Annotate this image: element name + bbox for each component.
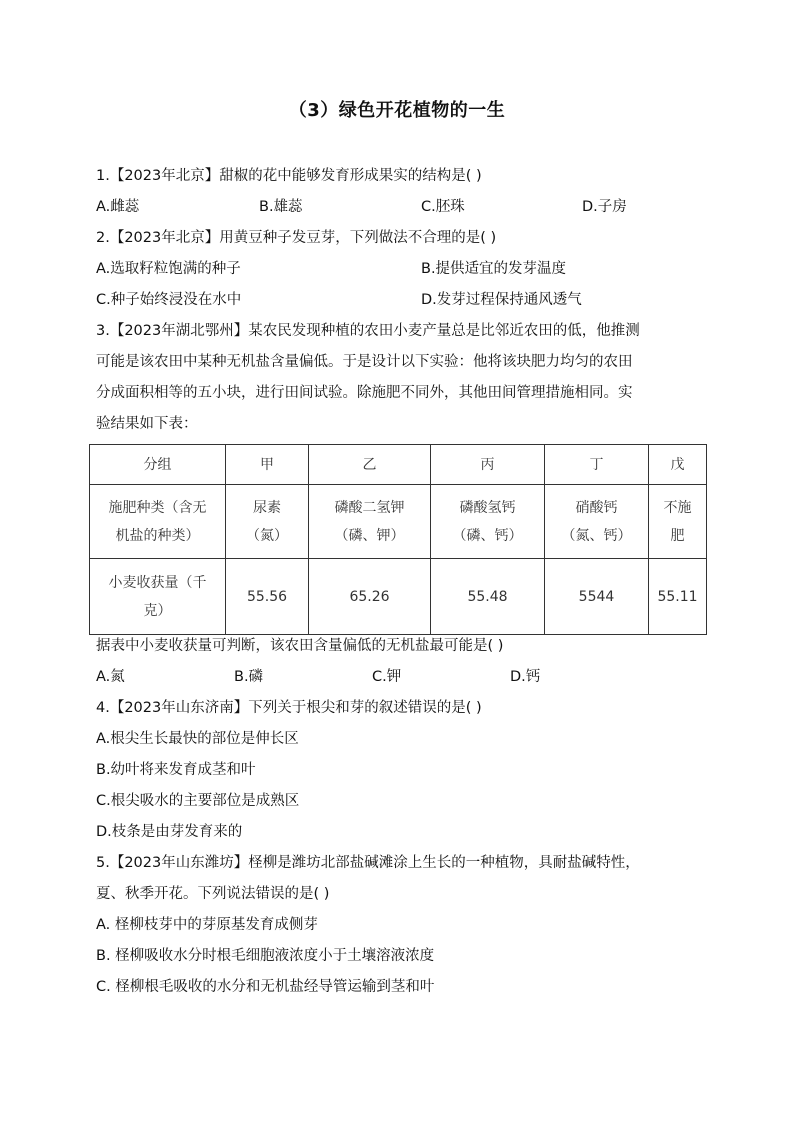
q4-option-c: C.根尖吸水的主要部位是成熟区 <box>96 793 300 809</box>
q1-option-c: C.胚珠 <box>421 199 465 215</box>
table-row-fertilizer <box>90 485 707 559</box>
q3-option-c: C.钾 <box>372 669 402 685</box>
q3-option-a: A.氮 <box>96 669 125 685</box>
question-3-stem-line-1: 3.【2023年湖北鄂州】某农民发现种植的农田小麦产量总是比邻近农田的低，他推测 <box>96 323 640 339</box>
table-row-label: 施肥种类（含无 机盐的种类） <box>90 485 226 559</box>
question-3-stem-line-3: 分成面积相等的五小块，进行田间试验。除施肥不同外，其他田间管理措施相同。实 <box>96 385 633 401</box>
table-header-cell: 分组 <box>90 445 226 485</box>
question-5-stem-line-2: 夏、秋季开花。下列说法错误的是( ) <box>96 886 330 902</box>
table-cell: 硝酸钙 （氮、钙） <box>545 485 649 559</box>
q1-option-d: D.子房 <box>582 199 627 215</box>
q2-option-a: A.选取籽粒饱满的种子 <box>96 261 241 277</box>
table-cell: 不施 肥 <box>649 485 707 559</box>
table-header-row <box>90 445 707 485</box>
q5-option-b: B. 柽柳吸收水分时根毛细胞液浓度小于土壤溶液浓度 <box>96 948 435 964</box>
table-cell: 55.56 <box>226 559 309 635</box>
question-5-stem-line-1: 5.【2023年山东潍坊】柽柳是潍坊北部盐碱滩涂上生长的一种植物，具耐盐碱特性， <box>96 855 640 871</box>
q4-option-b: B.幼叶将来发育成茎和叶 <box>96 762 256 778</box>
table-header-cell: 丙 <box>431 445 545 485</box>
q1-option-b: B.雄蕊 <box>259 199 303 215</box>
table-header-cell: 丁 <box>545 445 649 485</box>
q2-option-c: C.种子始终浸没在水中 <box>96 292 242 308</box>
table-header-cell: 戊 <box>649 445 707 485</box>
question-3-prompt: 据表中小麦收获量可判断，该农田含量偏低的无机盐最可能是( ) <box>96 638 504 654</box>
table-cell: 磷酸氢钙 （磷、钙） <box>431 485 545 559</box>
table-cell: 55.48 <box>431 559 545 635</box>
q5-option-a: A. 柽柳枝芽中的芽原基发育成侧芽 <box>96 917 318 933</box>
table-header-cell: 甲 <box>226 445 309 485</box>
table-cell: 尿素 （氮） <box>226 485 309 559</box>
q1-option-a: A.雌蕊 <box>96 199 140 215</box>
question-2-stem: 2.【2023年北京】用黄豆种子发豆芽，下列做法不合理的是( ) <box>96 230 497 246</box>
q4-option-d: D.枝条是由芽发育来的 <box>96 824 243 840</box>
table-header-cell: 乙 <box>309 445 431 485</box>
q4-option-a: A.根尖生长最快的部位是伸长区 <box>96 731 299 747</box>
table-cell: 磷酸二氢钾 （磷、钾） <box>309 485 431 559</box>
table-row-yield <box>90 559 707 635</box>
table-cell: 55.11 <box>649 559 707 635</box>
page-title: （3）绿色开花植物的一生 <box>288 100 506 121</box>
table-row-label: 小麦收获量（千 克） <box>90 559 226 635</box>
q3-option-d: D.钙 <box>510 669 541 685</box>
table-cell: 65.26 <box>309 559 431 635</box>
q3-option-b: B.磷 <box>234 669 264 685</box>
table-cell: 5544 <box>545 559 649 635</box>
experiment-results-table <box>89 444 707 635</box>
question-1-stem: 1.【2023年北京】甜椒的花中能够发育形成果实的结构是( ) <box>96 168 482 184</box>
q2-option-b: B.提供适宜的发芽温度 <box>421 261 567 277</box>
q5-option-c: C. 柽柳根毛吸收的水分和无机盐经导管运输到茎和叶 <box>96 979 435 995</box>
q2-option-d: D.发芽过程保持通风透气 <box>421 292 582 308</box>
question-3-stem-line-2: 可能是该农田中某种无机盐含量偏低。于是设计以下实验：他将该块肥力均匀的农田 <box>96 354 633 370</box>
question-3-stem-line-4: 验结果如下表： <box>96 416 198 432</box>
question-4-stem: 4.【2023年山东济南】下列关于根尖和芽的叙述错误的是( ) <box>96 700 482 716</box>
